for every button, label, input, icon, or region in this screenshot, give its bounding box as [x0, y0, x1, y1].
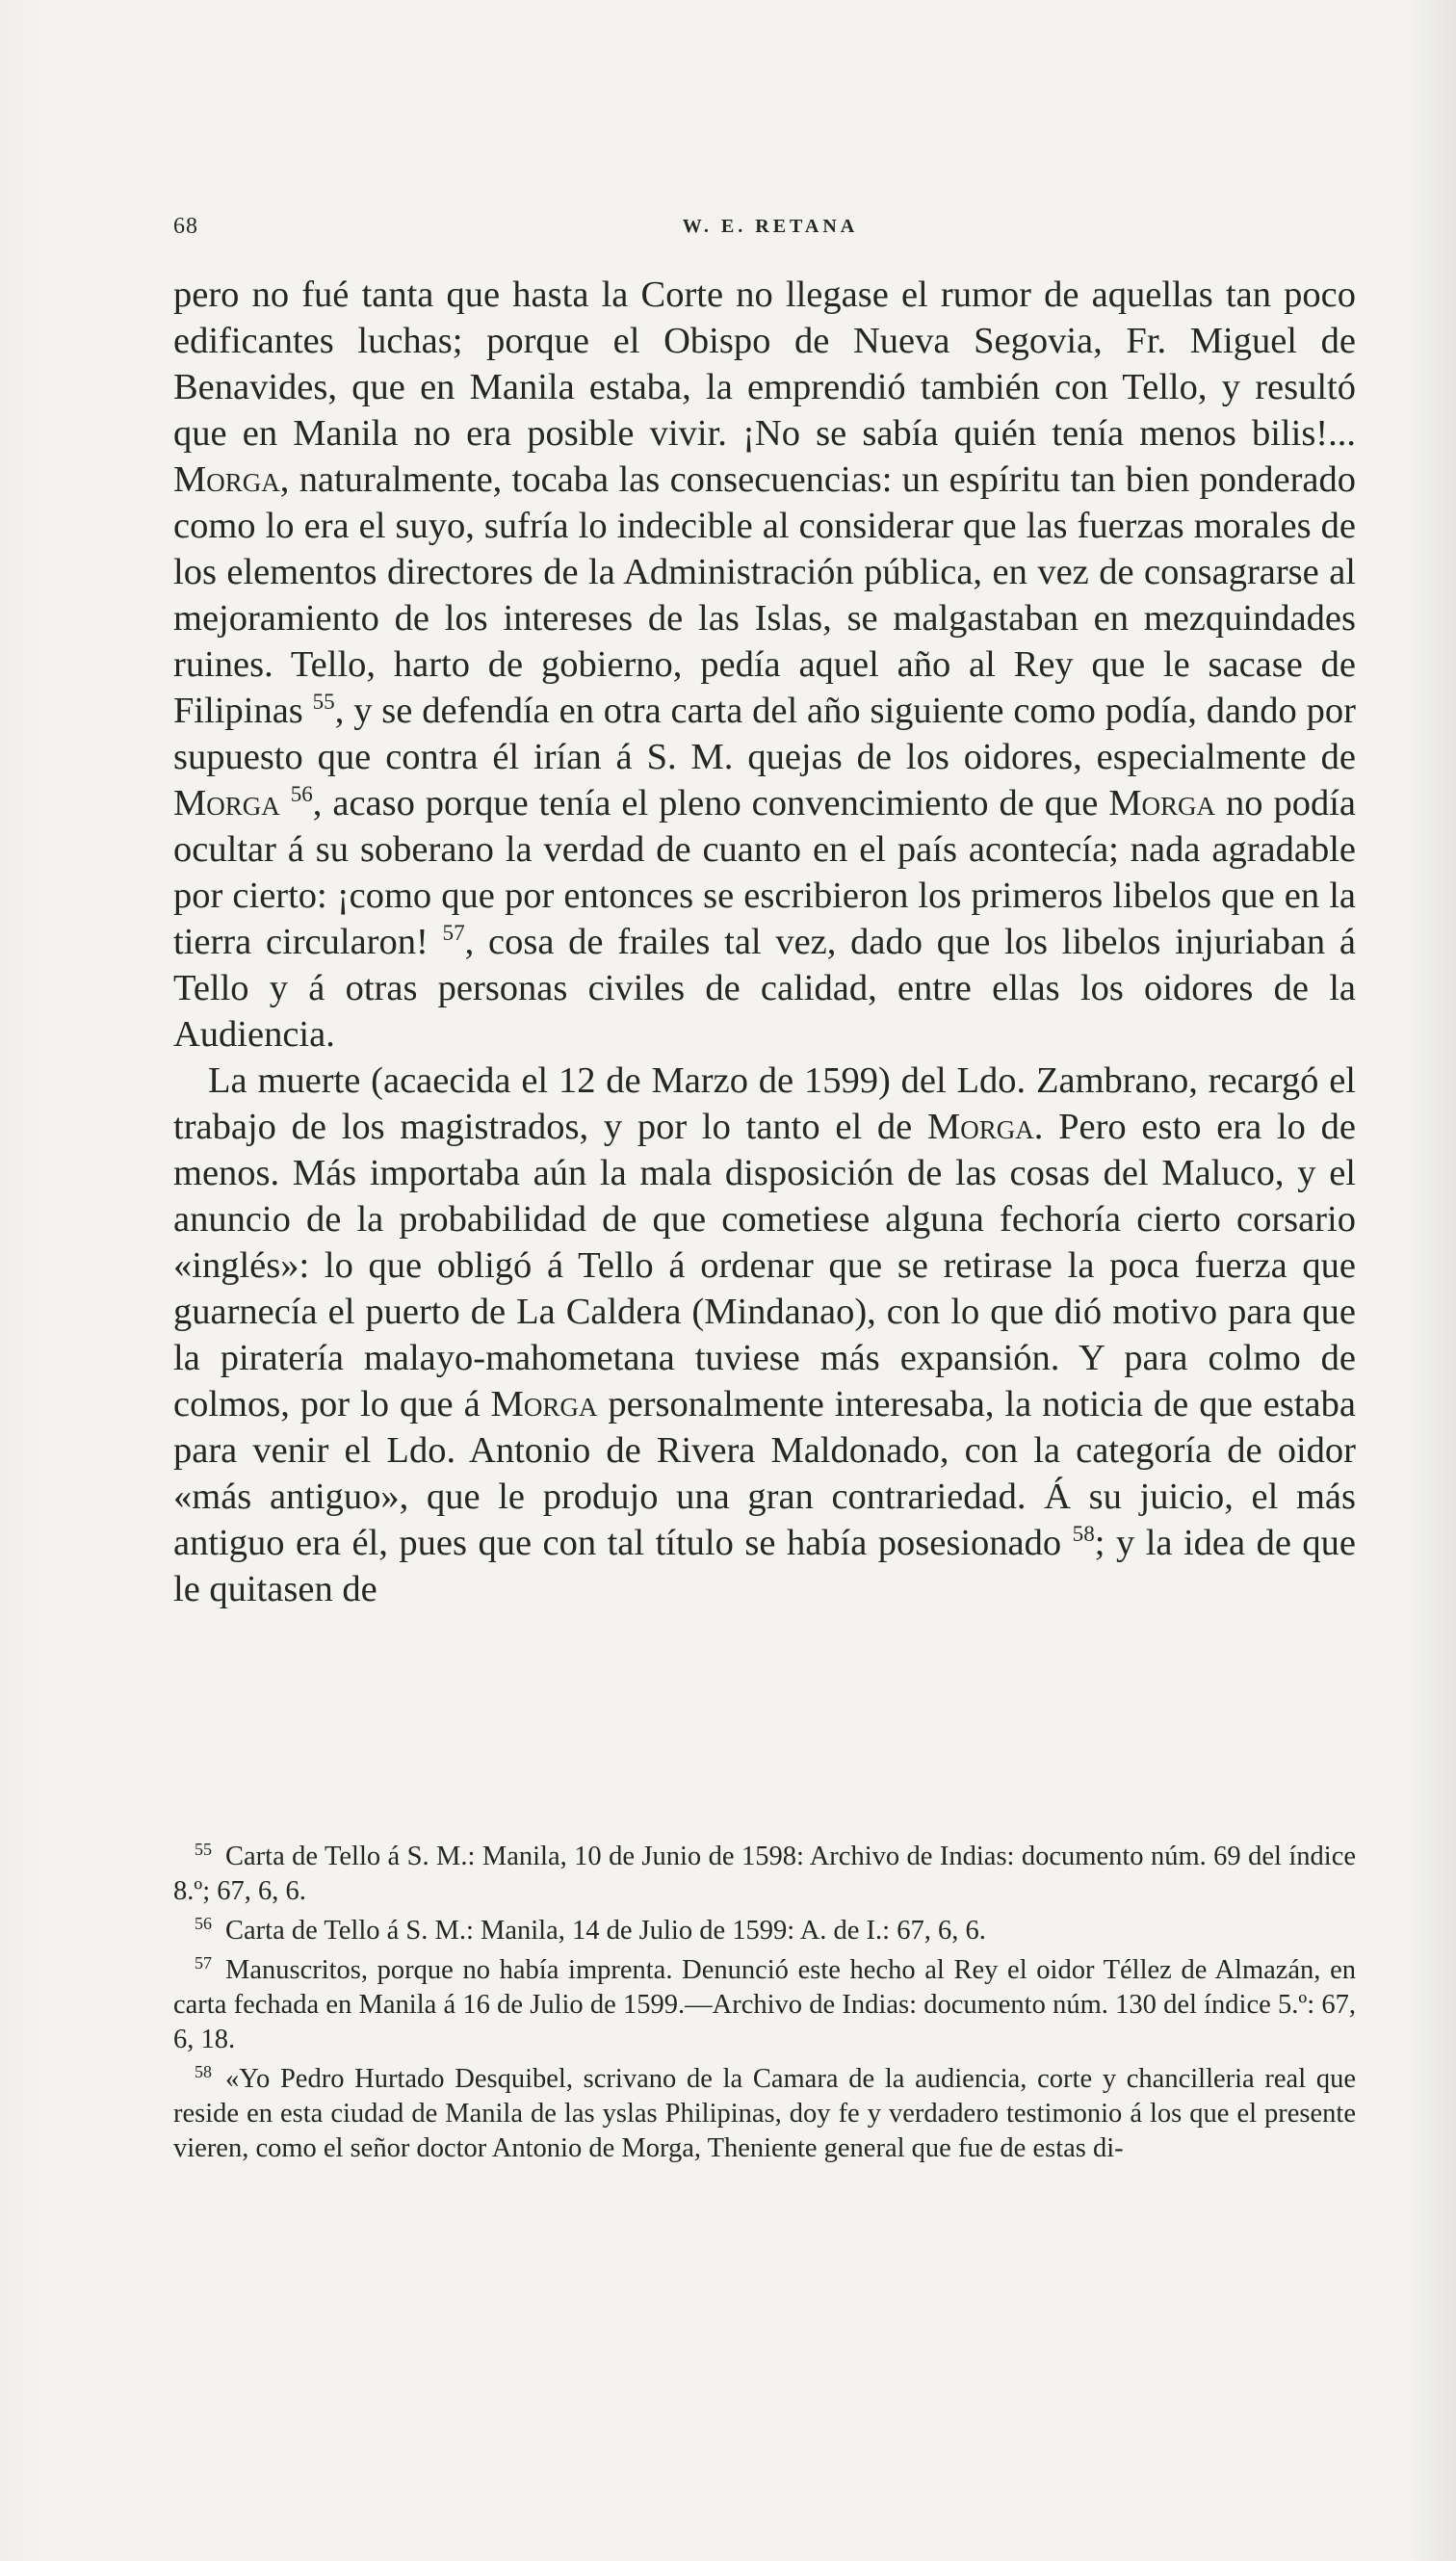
text-run: ; y la idea de que le quitasen de [173, 1523, 1357, 1609]
footnote-55 [173, 1840, 1356, 1909]
footnote-ref-56: 56 [290, 781, 313, 807]
author-name: Morga [173, 783, 280, 823]
footnote-number: 58 [195, 2061, 212, 2081]
footnote-text: «Yo Pedro Hurtado Desquibel, scrivano de la Camara de la audiencia, corte y chancilleria real que reside en esta ciudad de Manila de las yslas Philipinas, doy fe y verdadero testimonio á los que el presente vieren, como el señor doctor Antonio de Morga, Theniente general que fue de estas di- [173, 2064, 1356, 2163]
page-number: 68 [173, 214, 198, 239]
text-run: pero no fué tanta que hasta la Corte no llegase el rumor de aquellas tan poco edificantes luchas; porque el Obispo de Nueva Segovia, Fr. Miguel de Benavides, que en Manila estaba, la emprendió también con Tello, y resultó que en Manila no era posible vivir. ¡No se sabía quién tenía menos bilis!... [173, 274, 1356, 454]
paragraph-1 [173, 272, 1356, 1058]
footnote-text: Manuscritos, porque no había imprenta. Denunció este hecho al Rey el oidor Téllez de Almazán, en carta fechada en Manila á 16 de Julio de 1599.—Archivo de Indias: documento núm. 130 del índice 5.º: 67, 6, 18. [173, 1955, 1356, 2054]
footnote-text: Carta de Tello á S. M.: Manila, 10 de Junio de 1598: Archivo de Indias: documento núm. 69 del índice 8.º; 67, 6, 6. [173, 1842, 1356, 1906]
text-run: . Pero esto era lo de menos. Más importaba aún la mala disposición de las cosas del Maluco, y el anuncio de la probabilidad de que cometiese alguna fechoría cierto corsario «inglés»: lo que obligó á Tello á ordenar que se retirase la poca fuerza que guarnecía el puerto de La Caldera (Mindanao), con lo que dió motivo para que la piratería malayo-mahometana tuviese más expansión. Y para colmo de colmos, por lo que á [173, 1107, 1356, 1424]
author-name: Morga [926, 1107, 1034, 1147]
footnote-56 [173, 1914, 1356, 1948]
text-run: , acaso porque tenía el pleno convencimiento de que [312, 783, 1109, 823]
author-name: Morga [1108, 783, 1216, 823]
footnote-text: Carta de Tello á S. M.: Manila, 14 de Julio de 1599: A. de I.: 67, 6, 6. [225, 1916, 986, 1946]
page-header [173, 214, 1367, 252]
paragraph-2 [173, 1058, 1356, 1612]
footnote-number: 55 [195, 1839, 212, 1859]
footnote-ref-57: 57 [442, 920, 465, 946]
text-run: no podía ocultar á su soberano la verdad de cuanto en el país acontecía; nada agradable por cierto: ¡como que por entonces se escribieron los primeros libelos que en la tierra circularon! [173, 783, 1356, 962]
footnotes [173, 1840, 1356, 2171]
author-name: Morga [173, 459, 280, 500]
footnote-58 [173, 2062, 1356, 2166]
footnote-number: 57 [195, 1952, 212, 1973]
body-text [173, 272, 1356, 1612]
running-head: W. E. RETANA [682, 216, 859, 237]
footnote-ref-55: 55 [312, 689, 335, 715]
footnote-57 [173, 1953, 1356, 2057]
footnote-number: 56 [195, 1913, 212, 1933]
text-run: , cosa de frailes tal vez, dado que los libelos injuriaban á Tello y á otras personas civiles de calidad, entre ellas los oidores de la Audiencia. [173, 922, 1356, 1055]
author-name: Morga [490, 1384, 598, 1424]
footnote-ref-58: 58 [1072, 1521, 1095, 1547]
text-run: , naturalmente, tocaba las consecuencias: un espíritu tan bien ponderado como lo era el suyo, sufría lo indecible al considerar que las fuerzas morales de los elementos directores de la Administración pública, en vez de consagrarse al mejoramiento de los intereses de las Islas, se malgastaban en mezquindades ruines. Tello, harto de gobierno, pedía aquel año al Rey que le sacase de Filipinas [173, 459, 1356, 731]
text-run: , y se defendía en otra carta del año siguiente como podía, dando por supuesto que contra él irían á S. M. quejas de los oidores, especialmente de [173, 691, 1356, 777]
text-run: La muerte (acaecida el 12 de Marzo de 1599) del Ldo. Zambrano, recargó el trabajo de los magistrados, y por lo tanto el de [173, 1060, 1356, 1147]
text-run: personalmente interesaba, la noticia de que estaba para venir el Ldo. Antonio de Rivera Maldonado, con la categoría de oidor «más antiguo», que le produjo una gran contrariedad. Á su juicio, el más antiguo era él, pues que con tal título se había posesionado [173, 1384, 1356, 1563]
